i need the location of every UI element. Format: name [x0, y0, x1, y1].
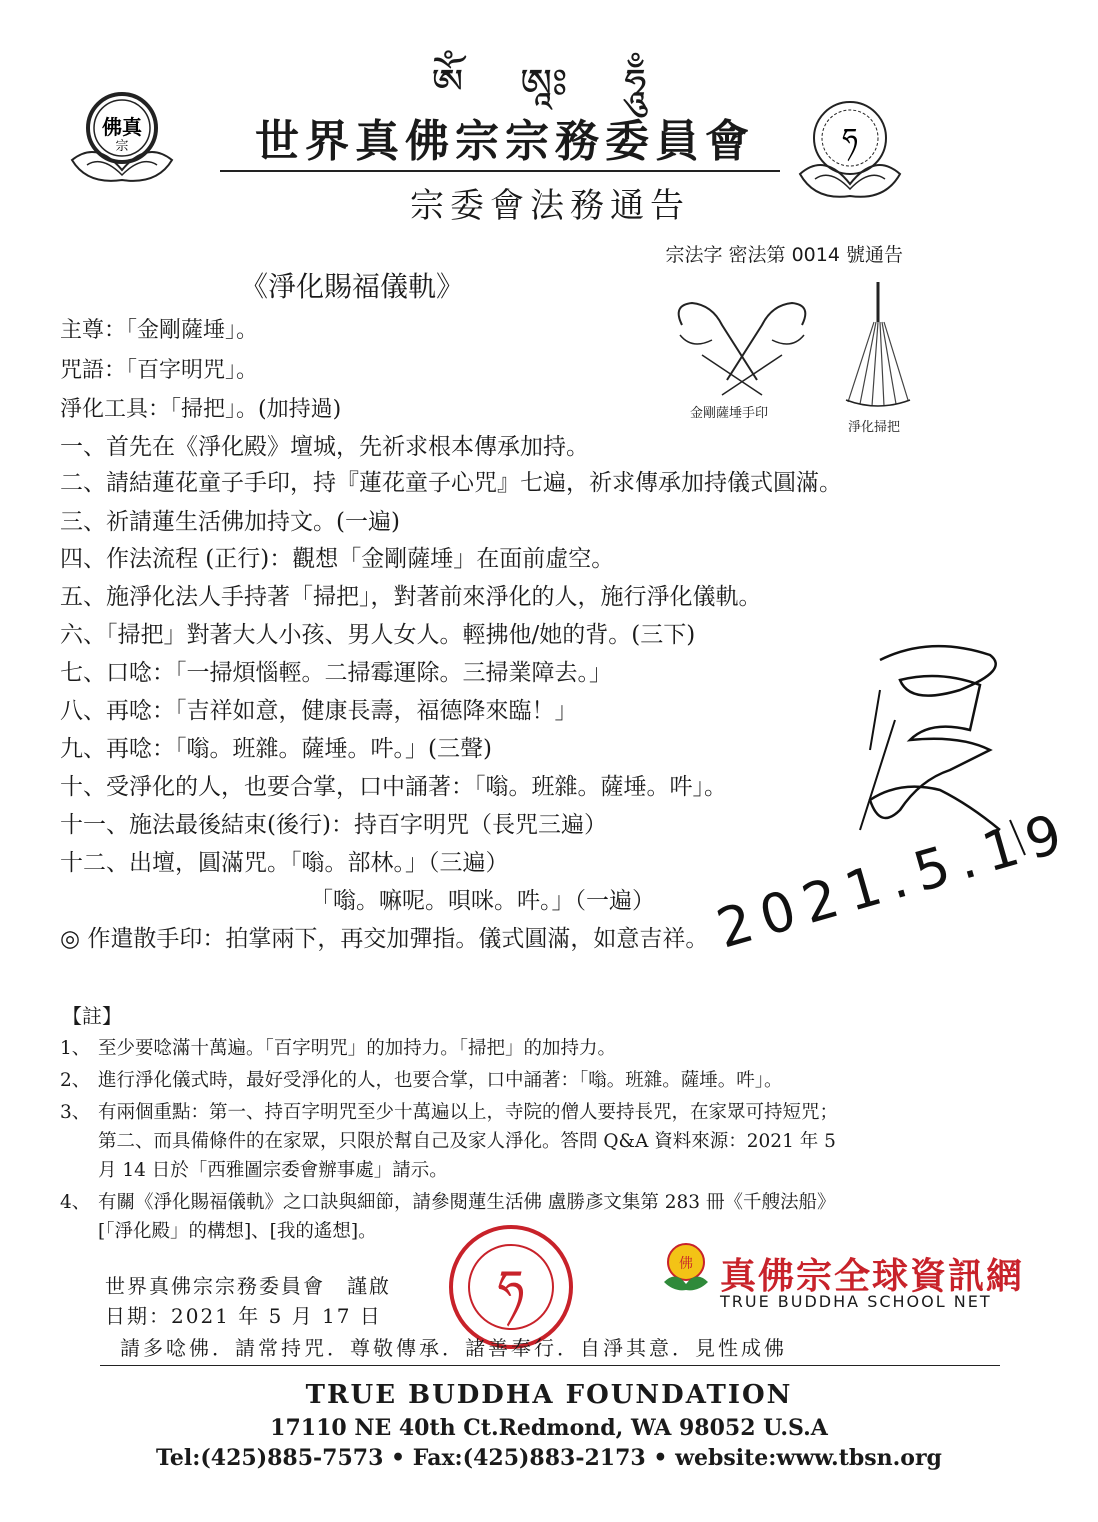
- purification-broom-illustration: [838, 282, 918, 412]
- note-number: 4、: [60, 1192, 91, 1213]
- note-text: [「淨化殿」的構想]、[我的遙想]。: [98, 1221, 377, 1242]
- handwritten-date: 2021.5.19: [710, 799, 1079, 961]
- intro-deity: 主尊：「金剛薩埵」。: [60, 318, 259, 343]
- intro-mantra: 咒語：「百字明咒」。: [60, 358, 259, 383]
- tbsn-english-name: TRUE BUDDHA SCHOOL NET: [720, 1292, 992, 1311]
- step-8: 八、再唸：「吉祥如意，健康長壽，福德降來臨！」: [60, 698, 578, 724]
- notes-heading: 【註】: [62, 1004, 122, 1028]
- svg-text:佛: 佛: [679, 1256, 693, 1272]
- svg-text:宗: 宗: [115, 139, 129, 154]
- note-3-cont-2: [60, 1156, 448, 1182]
- organization-name: 世界真佛宗宗務委員會: [255, 116, 755, 167]
- note-number: 2、: [60, 1070, 91, 1091]
- ritual-title: 《淨化賜福儀軌》: [240, 270, 465, 303]
- step-12: 十二、出壇，圓滿咒。「嗡。部林。」（三遍）: [60, 850, 509, 876]
- note-2: [60, 1066, 783, 1092]
- note-text: 有關《淨化賜福儀軌》之口訣與細節，請參閱蓮生活佛 盧勝彥文集第 283 冊《千艘法船》: [98, 1192, 836, 1213]
- note-number: 1、: [60, 1038, 91, 1059]
- step-1: 一、首先在《淨化殿》壇城，先祈求根本傳承加持。: [60, 434, 589, 460]
- notice-subtitle: 宗委會法務通告: [410, 186, 690, 226]
- signing-organization: 世界真佛宗宗務委員會 謹啟: [105, 1274, 391, 1298]
- right-lotus-seal: [790, 86, 910, 206]
- note-text: 至少要唸滿十萬遍。「百字明咒」的加持力。「掃把」的加持力。: [98, 1038, 617, 1059]
- step-12-mantra: 「嗡。嘛呢。唄咪。吽。」（一遍）: [310, 888, 655, 914]
- left-lotus-seal: [62, 70, 182, 190]
- step-2: 二、請結蓮花童子手印，持『蓮花童子心咒』七遍，祈求傳承加持儀式圓滿。: [60, 470, 842, 496]
- intro-tool: 淨化工具：「掃把」。(加持過): [60, 397, 342, 422]
- foundation-name: TRUE BUDDHA FOUNDATION: [305, 1380, 793, 1410]
- dismissal-mudra-note: ◎ 作遣散手印：拍掌兩下，再交加彈指。儀式圓滿，如意吉祥。: [60, 926, 709, 952]
- document-number: 宗法字 密法第 0014 號通告: [665, 244, 903, 266]
- note-4-cont: [60, 1217, 377, 1243]
- note-text: 有兩個重點：第一、持百字明咒至少十萬遍以上，寺院的僧人要持長咒，在家眾可持短咒；: [98, 1102, 839, 1123]
- step-9: 九、再唸：「嗡。班雜。薩埵。吽。」(三聲): [60, 736, 492, 762]
- step-5: 五、施淨化法人手持著「掃把」，對著前來淨化的人，施行淨化儀軌。: [60, 584, 762, 610]
- header-divider: [220, 170, 780, 172]
- note-3: [60, 1098, 838, 1124]
- step-11: 十一、施法最後結束(後行)：持百字明咒（長咒三遍）: [60, 812, 607, 838]
- tbsn-lotus-logo: [658, 1238, 714, 1294]
- note-number: 3、: [60, 1102, 91, 1123]
- broom-caption: 淨化掃把: [848, 420, 901, 435]
- svg-text:佛真: 佛真: [102, 115, 142, 139]
- step-4: 四、作法流程 (正行)：觀想「金剛薩埵」在面前虛空。: [60, 546, 615, 572]
- step-7: 七、口唸：「一掃煩惱輕。二掃霉運除。三掃業障去。」: [60, 660, 612, 686]
- note-1: [60, 1034, 616, 1060]
- note-3-cont-1: [60, 1127, 836, 1153]
- foundation-contact: Tel:(425)885-7573 • Fax:(425)883-2173 • website:www.tbsn.org: [156, 1445, 942, 1471]
- note-4: [60, 1188, 835, 1214]
- motto: 請多唸佛．請常持咒．尊敬傳承．諸善奉行．自淨其意．見性成佛: [120, 1336, 787, 1360]
- mudra-caption: 金剛薩埵手印: [690, 406, 769, 421]
- note-text: 第二、而具備條件的在家眾，只限於幫自己及家人淨化。答問 Q&A 資料來源：2021 年 5: [98, 1131, 836, 1152]
- tibetan-syllables: ༀ ཨཱཿ ཧཱུྃ: [431, 61, 669, 107]
- svg-text:ཧ: ཧ: [842, 122, 858, 155]
- footer-divider: [100, 1365, 1000, 1366]
- step-6: 六、「掃把」對著大人小孩、男人女人。輕拂他/她的背。(三下): [60, 622, 696, 648]
- signing-date: 日期：2021 年 5 月 17 日: [105, 1304, 382, 1328]
- foundation-address: 17110 NE 40th Ct.Redmond, WA 98052 U.S.A: [270, 1415, 828, 1441]
- note-text: 月 14 日於「西雅圖宗委會辦事處」請示。: [98, 1160, 448, 1181]
- vajrasattva-mudra-illustration: [662, 295, 822, 405]
- svg-text:ཧ: ཧ: [497, 1260, 525, 1316]
- step-3: 三、祈請蓮生活佛加持文。(一遍): [60, 509, 400, 535]
- tbsn-chinese-name: 真佛宗全球資訊網: [720, 1255, 1025, 1297]
- note-text: 進行淨化儀式時，最好受淨化的人，也要合掌，口中誦著：「嗡。班雜。薩埵。吽」。: [98, 1070, 783, 1091]
- step-10: 十、受淨化的人，也要合掌，口中誦著：「嗡。班雜。薩埵。吽」。: [60, 774, 727, 800]
